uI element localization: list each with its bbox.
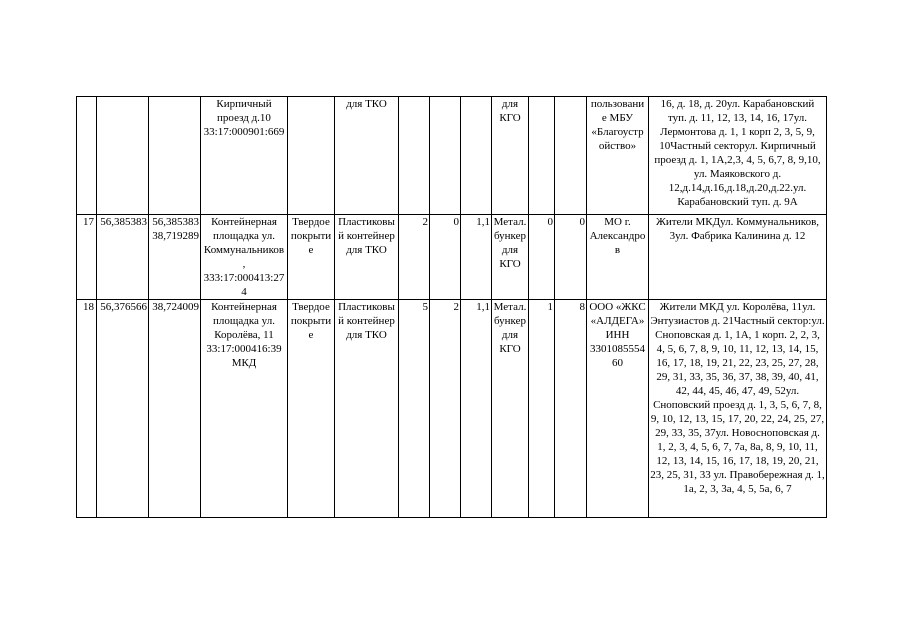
latitude-cell: 56,376566: [97, 300, 149, 518]
row-number: [77, 97, 97, 215]
table-row: [77, 97, 827, 215]
table-row: [77, 300, 827, 518]
container-type-cell: Пластиковы й контейнер для ТКО: [335, 300, 399, 518]
location-cell: Кирпичный проезд д.10 33:17:000901:669: [201, 97, 288, 215]
sources-cell: 16, д. 18, д. 20ул. Карабановский туп. д. 11, 12, 13, 14, 16, 17ул. Лермонтова д. 1, 1 корп 2, 3, 5, 9, 10Частный секторул. Кирпичный проезд д. 1, 1А,2,3, 4, 5, 6,7, 8, 9,10, ул. Маяковского д. 12,д.14,д.16,д.18,д.20,д.22.ул. Карабановский туп. д. 9А: [649, 97, 827, 215]
kgo-cell: для КГО: [492, 97, 529, 215]
count-cell: 0: [529, 215, 555, 300]
count-cell: [529, 97, 555, 215]
latitude-cell: [97, 97, 149, 215]
container-type-cell: Пластиковы й контейнер для ТКО: [335, 215, 399, 300]
kgo-cell: Метал. бункер для КГО: [492, 215, 529, 300]
location-cell: Контейнерная площадка ул. Королёва, 11 33:17:000416:39 МКД: [201, 300, 288, 518]
latitude-cell: 56,385383: [97, 215, 149, 300]
count-cell: 2: [430, 300, 461, 518]
row-number: 18: [77, 300, 97, 518]
count-cell: 5: [399, 300, 430, 518]
row-number: 17: [77, 215, 97, 300]
kgo-cell: Метал. бункер для КГО: [492, 300, 529, 518]
sources-cell: Жители МКД ул. Королёва, 11ул. Энтузиастов д. 21Частный сектор:ул. Сноповская д. 1, 1А, 1 корп. 2, 2, 3, 4, 5, 6, 7, 8, 9, 10, 11, 12, 13, 14, 15, 16, 17, 18, 19, 21, 22, 23, 25, 27, 28, 29, 31, 33, 35, 36, 37, 38, 39, 40, 41, 42, 44, 45, 46, 47, 49, 52ул. Сноповский проезд д. 1, 3, 5, 6, 7, 8, 9, 10, 12, 13, 15, 17, 20, 22, 24, 25, 27, 29, 33, 35, 37ул. Новосноповская д. 1, 2, 3, 4, 5, 6, 7, 7а, 8а, 8, 9, 10, 11, 12, 13, 14, 15, 16, 17, 18, 19, 20, 21, 23, 25, 31, 33 ул. Правобережная д. 1, 1а, 2, 3, 3а, 4, 5, 5а, 6, 7: [649, 300, 827, 518]
count-cell: 1: [529, 300, 555, 518]
longitude-cell: 56,385383 38,719289: [149, 215, 201, 300]
volume-cell: 1,1: [461, 300, 492, 518]
location-cell: Контейнерная площадка ул. Коммунальников , 333:17:000413:27 4: [201, 215, 288, 300]
volume-cell: 1,1: [461, 215, 492, 300]
volume-cell: [461, 97, 492, 215]
count-cell: [399, 97, 430, 215]
count-cell: [430, 97, 461, 215]
longitude-cell: 38,724009: [149, 300, 201, 518]
count-cell: 0: [430, 215, 461, 300]
count-cell: 0: [555, 215, 587, 300]
count-cell: 8: [555, 300, 587, 518]
registry-table: [76, 96, 827, 518]
owner-cell: ООО «ЖКС «АЛДЕГА» ИНН 3301085554 60: [587, 300, 649, 518]
sources-cell: Жители МКДул. Коммунальников, 3ул. Фабрика Калинина д. 12: [649, 215, 827, 300]
owner-cell: МО г. Александро в: [587, 215, 649, 300]
longitude-cell: [149, 97, 201, 215]
count-cell: [555, 97, 587, 215]
container-type-cell: для ТКО: [335, 97, 399, 215]
count-cell: 2: [399, 215, 430, 300]
table-row: [77, 215, 827, 300]
surface-cell: Твердое покрытие: [288, 215, 335, 300]
owner-cell: пользовани е МБУ «Благоустр ойство»: [587, 97, 649, 215]
surface-cell: [288, 97, 335, 215]
surface-cell: Твердое покрытие: [288, 300, 335, 518]
